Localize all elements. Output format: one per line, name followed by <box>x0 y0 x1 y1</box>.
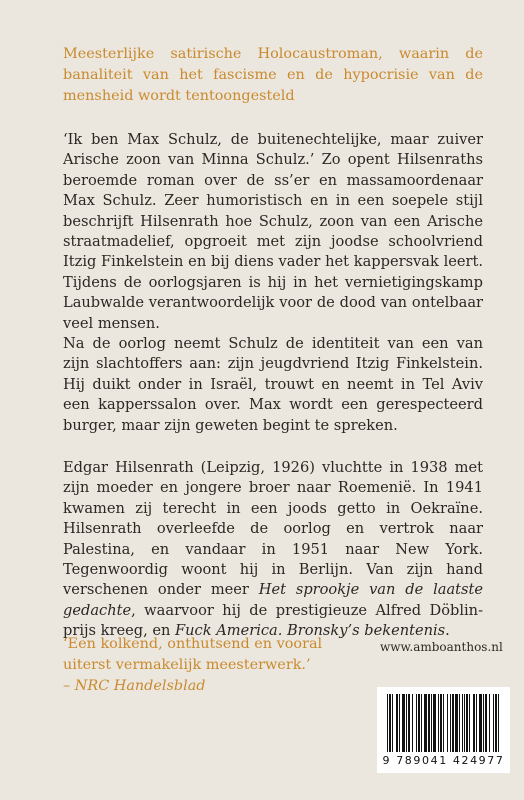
barcode-bar <box>412 694 413 752</box>
barcode-bar <box>495 694 497 752</box>
author-bio-paragraph <box>63 458 483 642</box>
barcode-bar <box>493 694 494 752</box>
barcode-bar <box>433 694 436 752</box>
barcode-bar <box>387 694 388 752</box>
barcode-bar <box>479 694 482 752</box>
synopsis-paragraph-1: ‘Ik ben Max Schulz, de buitenechtelijke, maar zuiver Arische zoon van Minna Schulz.’ Zo opent Hilsenraths beroemde roman over de ss’er en massamoordenaar Max Schulz. Zeer humoristisch en in een soepele stijl beschrijft Hilsenrath hoe Schulz, zoon van een Arische straatmadelief, opgroeit met zijn joodse schoolvriend Itzig Finkelstein en bij diens vader het kappersvak leert. Tijdens de oorlogsjaren is hij in het vernietigingskamp Laubwalde verantwoordelijk voor de dood van ontelbaar veel mensen. <box>63 131 483 332</box>
barcode-bar <box>473 694 475 752</box>
barcode-bar <box>408 694 410 752</box>
author-bio-text-2: , waarvoor hij de prestigieuze Alfred Döblin-prijs kreeg, en <box>63 601 483 640</box>
publisher-website: www.amboanthos.nl <box>380 640 503 654</box>
author-bio <box>63 458 483 642</box>
barcode-bar <box>466 694 468 752</box>
barcode-bar <box>485 694 487 752</box>
barcode-bar <box>469 694 470 752</box>
barcode-bar <box>418 694 420 752</box>
barcode-bar <box>416 694 417 752</box>
barcode-bar <box>424 694 427 752</box>
barcode-number: 9 789041 424977 <box>382 754 505 767</box>
barcode-bar <box>452 694 454 752</box>
barcode-bar <box>443 694 444 752</box>
tagline: Meesterlijke satirische Holocaustroman, waarin de banaliteit van het fascisme en de hypocrisie van de mensheid wordt tentoongesteld <box>63 46 483 104</box>
barcode-bar <box>431 694 432 752</box>
barcode-bar <box>428 694 430 752</box>
author-bio-text-1: Edgar Hilsenrath (Leipzig, 1926) vluchtte in 1938 met zijn moeder en jongere broer naar Roemenië. In 1941 kwamen zij terecht in een joods getto in Oekraïne. Hilsenrath overleefde de oorlog en vertrok naar Palestina, en vandaar in 1951 naar New York. Tegenwoordig woont hij in Berlijn. Van zijn hand verschenen onder meer <box>63 459 483 599</box>
barcode-bar <box>392 694 393 752</box>
barcode-bar <box>440 694 442 752</box>
barcode-bar <box>476 694 477 752</box>
barcode-bar <box>455 694 458 752</box>
author-bio-text-3: . <box>445 622 450 640</box>
barcode-bar <box>421 694 422 752</box>
barcode <box>377 687 510 773</box>
review-quote: ‘Een kolkend, onthutsend en vooral uiterst vermakelijk meesterwerk.’ <box>63 636 323 673</box>
barcode-bar <box>483 694 484 752</box>
synopsis <box>63 130 483 436</box>
barcode-bar <box>402 694 405 752</box>
book-title-1: Het sprookje van de laatste gedachte <box>63 581 484 619</box>
barcode-bar <box>438 694 439 752</box>
barcode-bar <box>399 694 400 752</box>
barcode-bar <box>406 694 407 752</box>
barcode-bar <box>489 694 490 752</box>
barcode-bar <box>459 694 460 752</box>
barcode-bar <box>389 694 391 752</box>
synopsis-paragraph-2: Na de oorlog neemt Schulz de identiteit van een van zijn slachtoffers aan: zijn jeugdvriend Itzig Finkelstein. Hij duikt onder in Israël, trouwt en neemt in Tel Aviv een kapperssalon over. Max wordt een gerespecteerd burger, maar zijn geweten begint te spreken. <box>63 335 483 434</box>
barcode-bars <box>387 694 500 752</box>
book-title-2: Fuck America. Bronsky’s bekentenis <box>175 622 446 640</box>
barcode-bar <box>450 694 451 752</box>
review-source: – NRC Handelsblad <box>63 678 206 694</box>
barcode-bar <box>396 694 398 752</box>
barcode-bar <box>498 694 499 752</box>
review-quote-block <box>63 634 353 697</box>
barcode-bar <box>462 694 463 752</box>
barcode-bar <box>447 694 448 752</box>
barcode-bar <box>464 694 465 752</box>
